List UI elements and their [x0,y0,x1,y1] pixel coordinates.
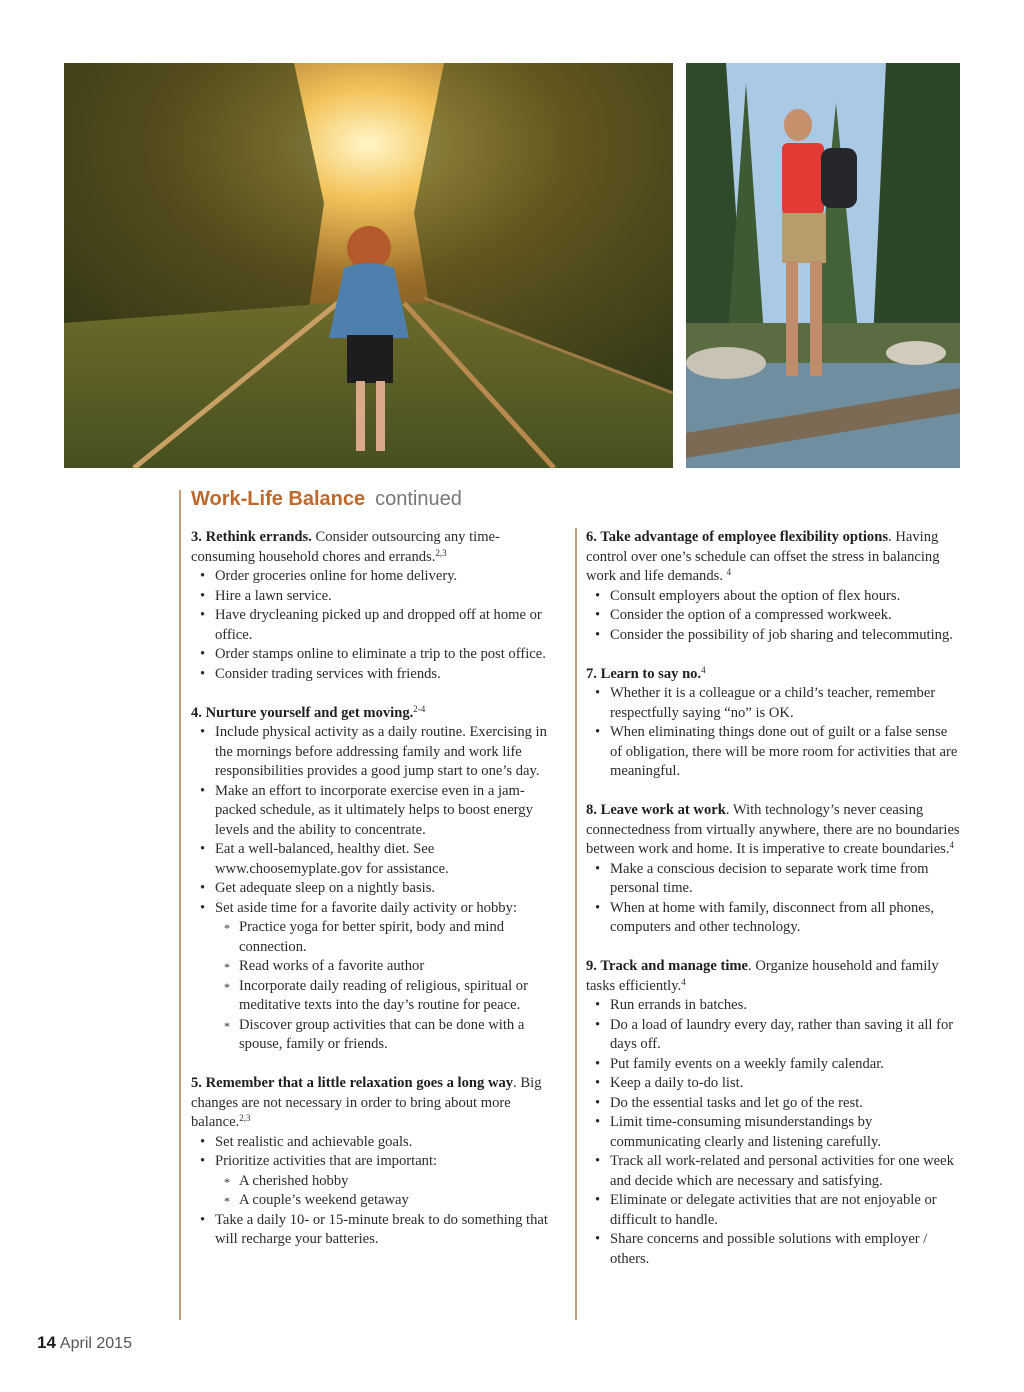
list-item: • Consider trading services with friends. [191,665,561,685]
list-item: • When at home with family, disconnect from all phones, computers and other technology. [586,899,961,938]
railway-photo-graphic [64,63,673,468]
list-item: • Consult employers about the option of flex hours. [586,587,961,607]
list-item: • Make a conscious decision to separate work time from personal time. [586,860,961,899]
list-item: • Run errands in batches. [586,996,961,1016]
list-item: • Limit time-consuming misunderstandings by communicating clearly and listening carefully. [586,1113,961,1152]
section-leave-work [586,801,961,938]
section-title: 5. Remember that a little relaxation goes a long way [191,1075,514,1091]
section-intro: . Having control over one’s schedule can offset the stress in balancing work and life demands. [586,529,940,584]
section-title: 7. Learn to say no. [586,665,702,682]
list-item: • Consider the possibility of job sharing and telecommuting. [586,626,961,646]
list-item: • Consider the option of a compressed workweek. [586,606,961,626]
list-item [191,1152,561,1211]
section-intro: . Organize household and family tasks efficiently. [586,958,939,994]
reference-superscript: 2,3 [435,547,447,558]
sub-list-item: * A cherished hobby [215,1172,561,1192]
section-nurture-yourself [191,704,561,1055]
hiker-photo-graphic [686,63,960,468]
page-number: 14 [37,1333,56,1352]
list-item: • Make an effort to incorporate exercise even in a jam-packed schedule, as it ultimately helps to boost energy levels and the ability to concentrate. [191,782,561,841]
section-flexibility-options [586,528,961,645]
list-item [191,899,561,1055]
section-title: 4. Nurture yourself and get moving. [191,704,414,721]
bullet-list [586,996,961,1269]
list-item-text: Prioritize activities that are important: [215,1153,438,1169]
reference-superscript: 2-4 [413,703,426,714]
section-manage-time [586,957,961,1269]
sub-list-item: * Discover group activities that can be done with a spouse, family or friends. [215,1016,561,1055]
section-relaxation [191,1074,561,1250]
right-text-column [586,528,961,1289]
section-intro: Big changes are not necessary in order to bring about more balance. [191,1075,542,1130]
section-intro: Consider outsourcing any time-consuming household chores and errands. [191,529,500,565]
section-title: 8. Leave work at work [586,802,726,818]
sub-list [215,1172,561,1211]
list-item: • Set realistic and achievable goals. [191,1133,561,1153]
section-title-end: . [513,1075,517,1091]
bullet-list [191,723,561,1055]
list-item: • Eliminate or delegate activities that are not enjoyable or difficult to handle. [586,1191,961,1230]
bullet-list [586,684,961,782]
section-say-no [586,665,961,782]
section-intro: . With technology’s never ceasing connectedness from virtually anywhere, there are no boundaries between work and home. It is imperative to create boundaries. [586,802,960,857]
hiker-crossing-log-photo [686,63,960,468]
list-item: • Do a load of laundry every day, rather than saving it all for days off. [586,1016,961,1055]
bullet-list [191,567,561,684]
list-item: • Whether it is a colleague or a child’s teacher, remember respectfully saying “no” is OK. [586,684,961,723]
list-item-text: Set aside time for a favorite daily activity or hobby: [215,899,517,916]
list-item: • Order stamps online to eliminate a trip to the post office. [191,645,561,665]
list-item: • Track all work-related and personal activities for one week and decide which are necessary and satisfying. [586,1152,961,1191]
list-item: • Have drycleaning picked up and dropped off at home or office. [191,606,561,645]
list-item: • Share concerns and possible solutions with employer / others. [586,1230,961,1269]
left-vertical-rule [179,490,181,1320]
sub-list-item: * Practice yoga for better spirit, body and mind connection. [215,918,561,957]
reference-superscript: 4 [681,976,686,987]
list-item: • Put family events on a weekly family calendar. [586,1055,961,1075]
list-item: • Hire a lawn service. [191,587,561,607]
list-item: • Order groceries online for home delivery. [191,567,561,587]
list-item: • Eat a well-balanced, healthy diet. See www.choosemyplate.gov for assistance. [191,840,561,879]
list-item: • When eliminating things done out of guilt or a false sense of obligation, there will be more room for activities that are meaningful. [586,723,961,782]
bullet-list [586,860,961,938]
section-rethink-errands [191,528,561,684]
list-item: • Include physical activity as a daily routine. Exercising in the mornings before addressing family and work life responsibilities provides a good jump start to one’s day. [191,723,561,782]
reference-superscript: 4 [726,567,732,577]
reference-superscript: 2,3 [239,1113,251,1123]
article-title: Work-Life Balance [191,488,366,510]
bullet-list [586,587,961,646]
left-text-column [191,528,561,1269]
page-footer [37,1333,132,1353]
reference-superscript: 4 [949,840,954,850]
list-item: • Get adequate sleep on a nightly basis. [191,879,561,899]
section-title: 6. Take advantage of employee flexibility options [586,529,889,545]
list-item: • Keep a daily to-do list. [586,1074,961,1094]
column-divider-rule [575,528,577,1320]
reference-superscript: 4 [701,664,706,675]
sub-list-item: * A couple’s weekend getaway [215,1191,561,1211]
section-title: 3. Rethink errands. [191,529,312,545]
sub-list-item: * Read works of a favorite author [215,957,561,977]
list-item: • Do the essential tasks and let go of the rest. [586,1094,961,1114]
bullet-list [191,1133,561,1250]
article-heading [191,488,462,511]
list-item: • Take a daily 10- or 15-minute break to do something that will recharge your batteries. [191,1211,561,1250]
issue-date: April 2015 [59,1335,132,1352]
section-title: 9. Track and manage time [586,958,749,974]
woman-walking-on-railway-photo [64,63,673,468]
sub-list-item: * Incorporate daily reading of religious, spiritual or meditative texts into the day’s routine for peace. [215,977,561,1016]
article-continued-label: continued [375,488,462,510]
sub-list [215,918,561,1055]
